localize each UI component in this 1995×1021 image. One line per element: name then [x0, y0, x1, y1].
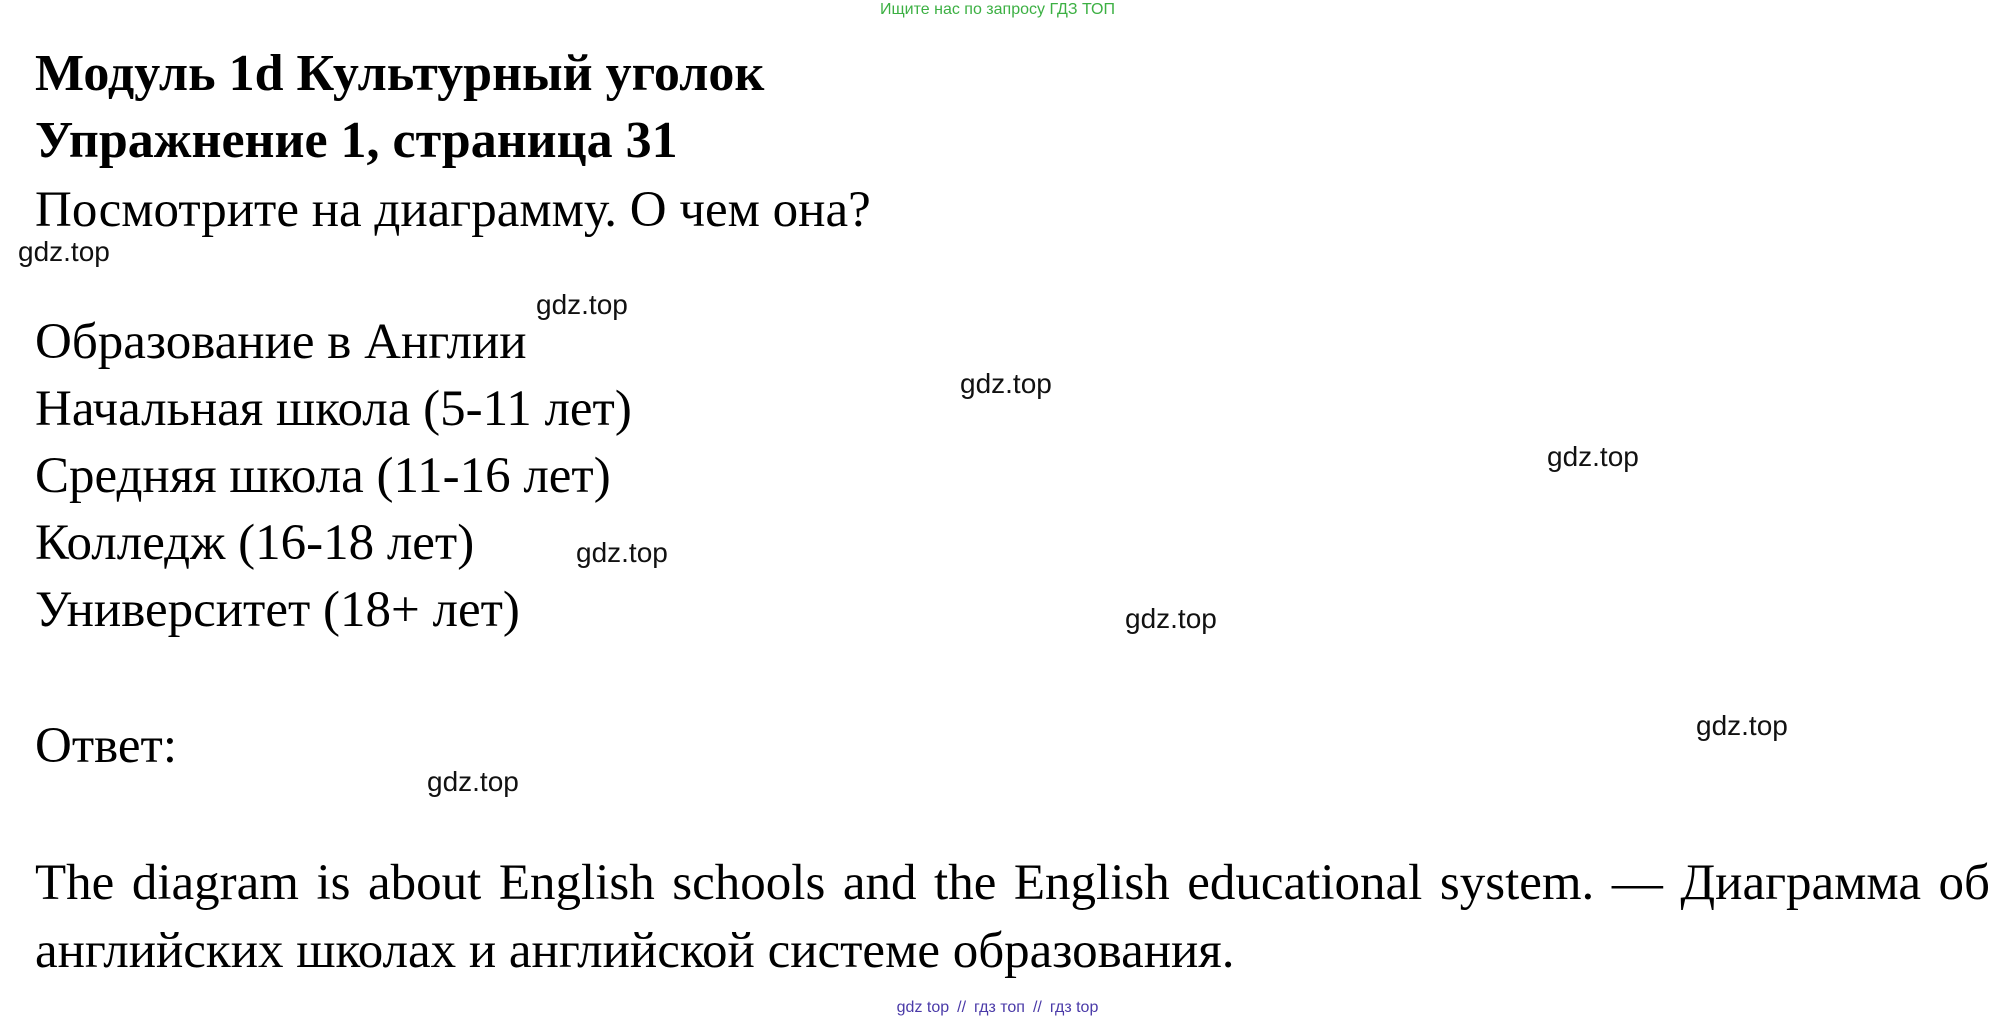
watermark: gdz.top: [1125, 603, 1217, 634]
bottom-link-2[interactable]: гдз топ: [974, 999, 1025, 1016]
diagram-line-college: Колледж (16-18 лет): [35, 515, 475, 571]
watermark: gdz.top: [576, 537, 668, 568]
bottom-link-1[interactable]: gdz top: [896, 999, 950, 1016]
top-banner[interactable]: Ищите нас по запросу ГДЗ ТОП: [880, 1, 1115, 18]
watermark: gdz.top: [18, 236, 110, 267]
diagram-line-secondary: Средняя школа (11-16 лет): [35, 448, 611, 504]
watermark: gdz.top: [1547, 441, 1639, 472]
diagram-line-primary: Начальная школа (5-11 лет): [35, 381, 632, 437]
bottom-separator: //: [957, 999, 967, 1016]
diagram-line-university: Университет (18+ лет): [35, 582, 520, 638]
answer-text: The diagram is about English schools and the English educational system. — Диаграмма об английских школах и английской системе образования.: [35, 855, 1990, 979]
watermark: gdz.top: [960, 368, 1052, 399]
exercise-title: Упражнение 1, страница 31: [35, 112, 678, 169]
question-text: Посмотрите на диаграмму. О чем она?: [35, 182, 871, 238]
watermark: gdz.top: [1696, 710, 1788, 741]
answer-label: Ответ:: [35, 718, 177, 774]
module-title: Модуль 1d Культурный уголок: [35, 45, 765, 102]
bottom-link-3[interactable]: гдз top: [1049, 999, 1099, 1016]
diagram-line-title: Образование в Англии: [35, 314, 527, 370]
bottom-banner: [0, 998, 1995, 1018]
watermark: gdz.top: [427, 766, 519, 797]
watermark: gdz.top: [536, 289, 628, 320]
bottom-separator: //: [1032, 999, 1042, 1016]
